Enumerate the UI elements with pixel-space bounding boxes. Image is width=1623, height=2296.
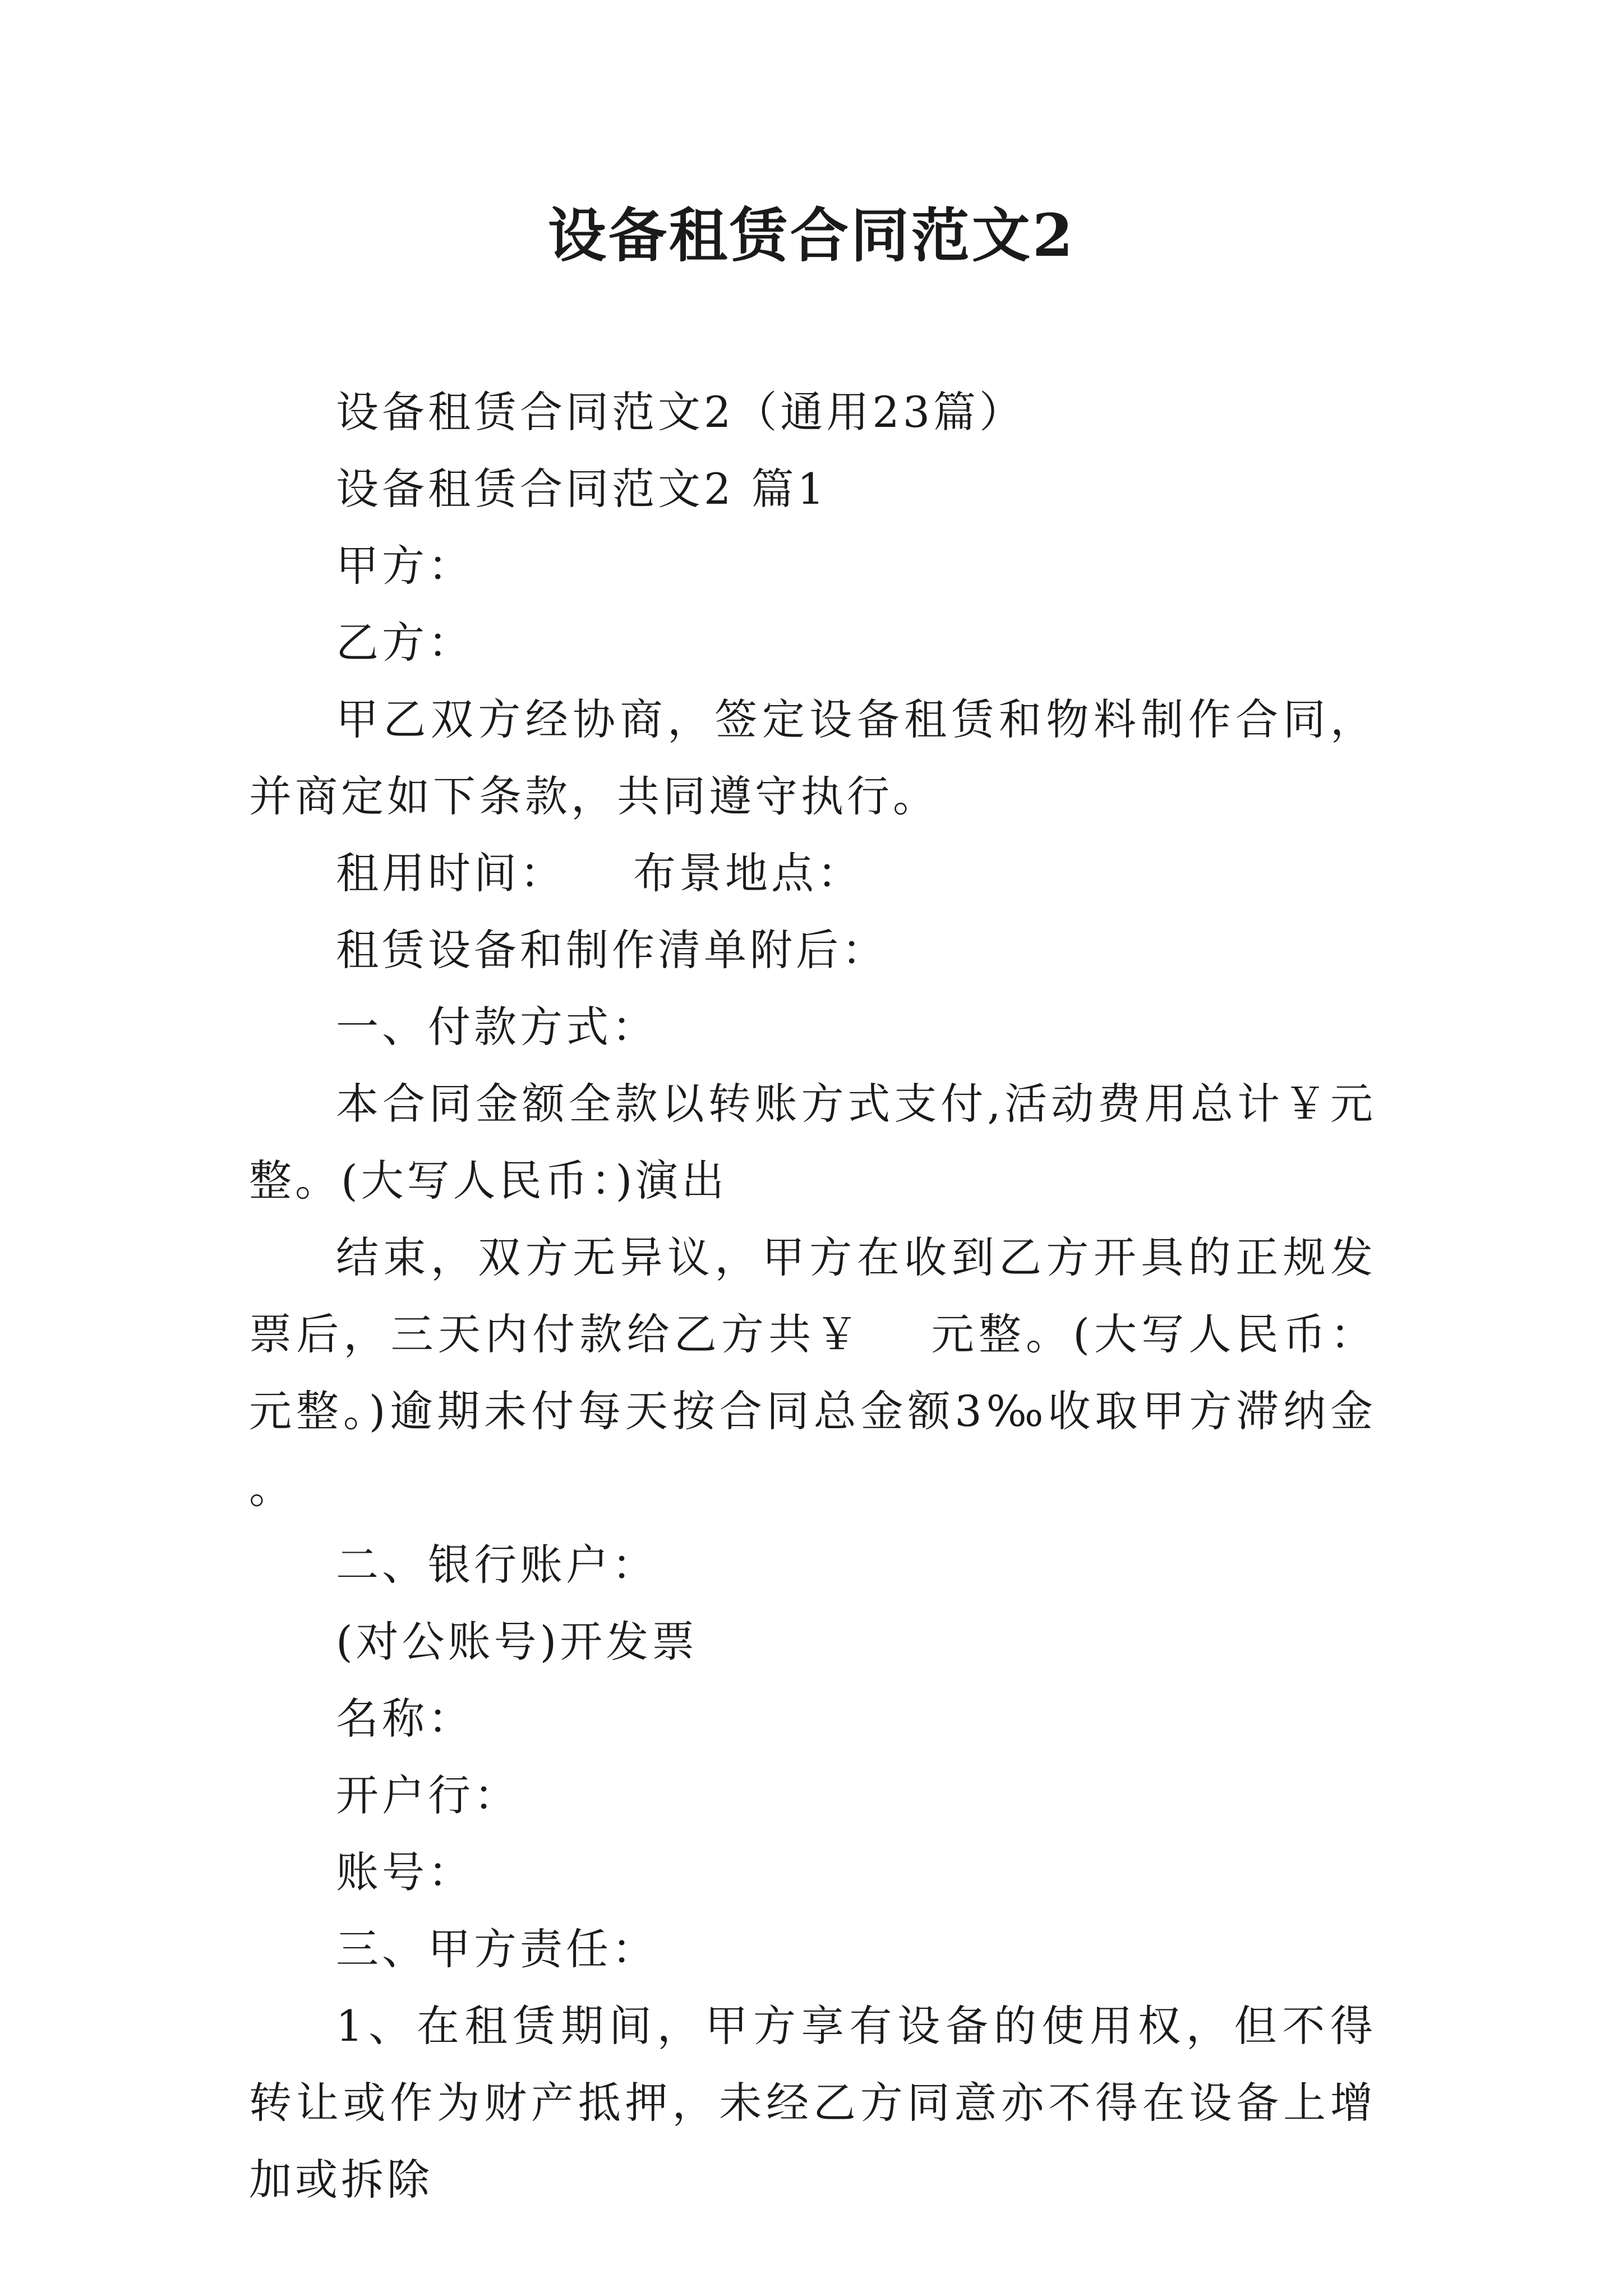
document-title: 设备租赁合同范文2 <box>547 201 1076 270</box>
document-body <box>249 374 1376 2218</box>
paragraph-account-number: 账号： <box>336 1847 474 1897</box>
paragraph-intro: 甲乙双方经协商，签定设备租赁和物料制作合同，并商定如下条款，共同遵守执行。 <box>249 694 1376 821</box>
paragraph-payment-amount: 本合同金额全款以转账方式支付,活动费用总计￥元整。(大写人民币：)演出 <box>249 1079 1376 1205</box>
paragraph-payment-heading: 一、付款方式： <box>336 1002 658 1052</box>
rental-time-label: 租用时间： <box>336 848 566 898</box>
paragraph-party-a-duties-heading: 三、甲方责任： <box>336 1924 658 1974</box>
paragraph-invoice: (对公账号)开发票 <box>336 1617 698 1667</box>
location-label: 布景地点： <box>633 848 863 898</box>
paragraph-payment-terms <box>249 1219 1376 1526</box>
paragraph-party-a: 甲方： <box>336 541 474 591</box>
paragraph-equipment-list: 租赁设备和制作清单附后： <box>336 925 888 975</box>
paragraph-section-heading: 设备租赁合同范文2 篇1 <box>336 464 828 514</box>
payment-terms-part-1: 结束，双方无异议，甲方在收到乙方开具的正规发票后，三天内付款给乙方共￥ <box>249 1232 1376 1359</box>
paragraph-bank-branch: 开户行： <box>336 1770 520 1820</box>
paragraph-bank-heading: 二、银行账户： <box>336 1540 658 1590</box>
paragraph-rental-time-location <box>249 835 1376 912</box>
payment-terms-part-2: 元整。(大写人民币：元整。)逾期未付每天按合同总金额3‰收取甲方滞纳金。 <box>249 1309 1377 1513</box>
paragraph-account-name: 名称： <box>336 1694 474 1743</box>
paragraph-subtitle: 设备租赁合同范文2（通用23篇） <box>336 387 1026 437</box>
paragraph-party-b: 乙方： <box>336 618 474 668</box>
paragraph-duty-1: 1、在租赁期间，甲方享有设备的使用权，但不得转让或作为财产抵押，未经乙方同意亦不得在设备上增加或拆除 <box>249 2001 1376 2205</box>
